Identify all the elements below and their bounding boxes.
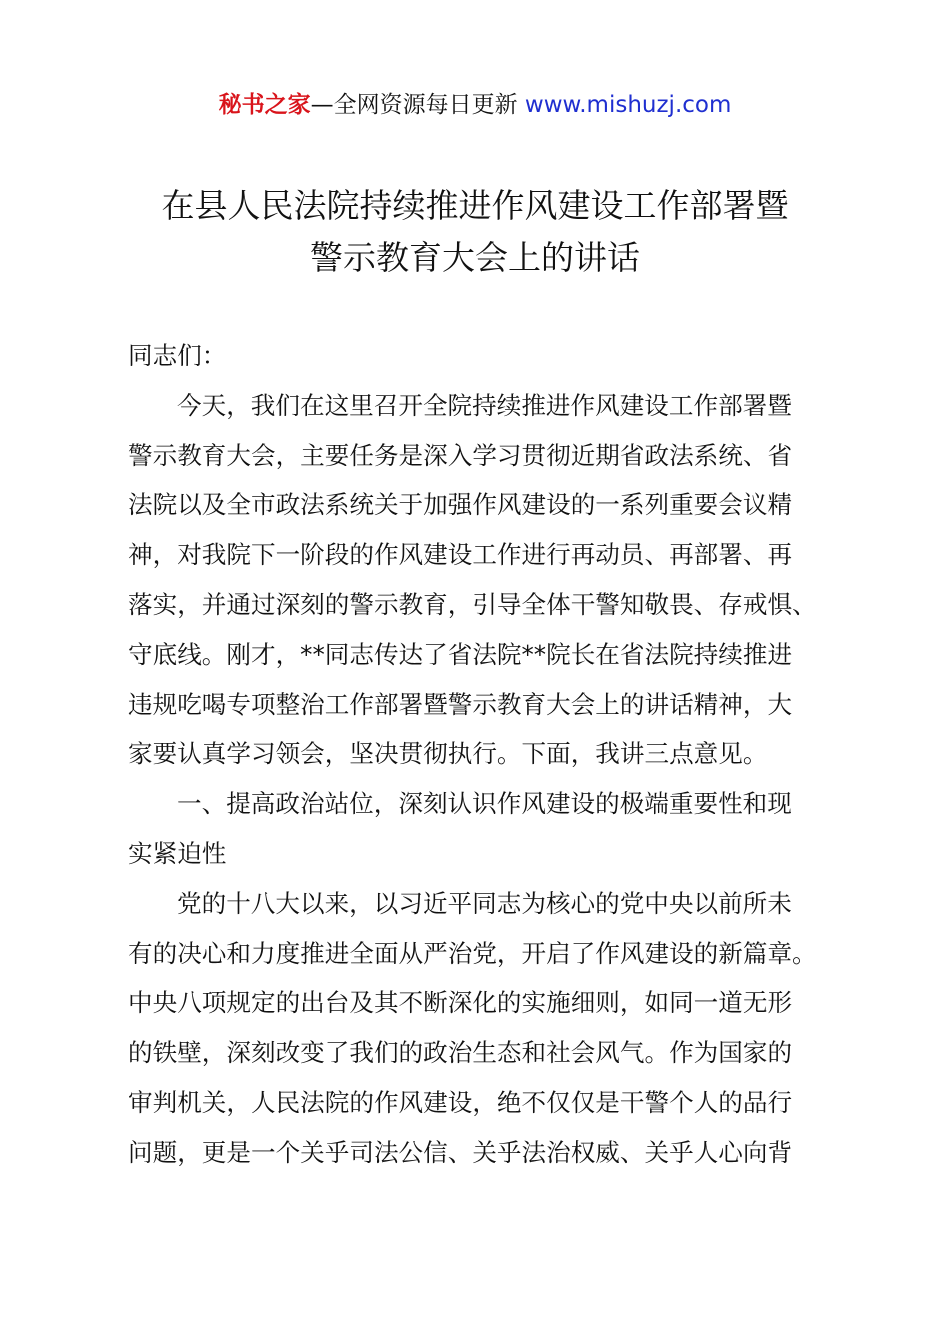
site-header <box>0 88 950 122</box>
body-line: 问题，更是一个关乎司法公信、关乎法治权威、关乎人心向背 <box>128 1137 793 1167</box>
body-line: 中央八项规定的出台及其不断深化的实施细则，如同一道无形 <box>128 988 793 1018</box>
body-line: 党的十八大以来，以习近平同志为核心的党中央以前所未 <box>177 888 792 918</box>
brand-name: 秘书之家 <box>218 92 311 118</box>
body-line: 违规吃喝专项整治工作部署暨警示教育大会上的讲话精神，大 <box>128 689 793 719</box>
title-line-2: 警示教育大会上的讲话 <box>310 238 640 277</box>
document-body <box>128 331 838 1178</box>
body-line: 法院以及全市政法系统关于加强作风建设的一系列重要会议精 <box>128 490 793 520</box>
section-heading-line: 一、提高政治站位，深刻认识作风建设的极端重要性和现 <box>177 789 792 819</box>
salutation: 同志们： <box>128 341 227 370</box>
body-line: 守底线。刚才，**同志传达了省法院**院长在省法院持续推进 <box>128 639 793 669</box>
section-heading-line: 实紧迫性 <box>128 838 227 868</box>
header-tagline: —全网资源每日更新 <box>310 92 518 118</box>
body-line: 今天，我们在这里召开全院持续推进作风建设工作部署暨 <box>177 390 792 420</box>
body-line: 的铁壁，深刻改变了我们的政治生态和社会风气。作为国家的 <box>128 1038 793 1068</box>
body-line: 神，对我院下一阶段的作风建设工作进行再动员、再部署、再 <box>128 540 793 570</box>
site-link[interactable]: www.mishuzj.com <box>524 92 732 118</box>
body-line: 落实，并通过深刻的警示教育，引导全体干警知敬畏、存戒惧、 <box>128 589 817 619</box>
body-line: 警示教育大会，主要任务是深入学习贯彻近期省政法系统、省 <box>128 440 793 470</box>
title-line-1: 在县人民法院持续推进作风建设工作部署暨 <box>161 186 789 225</box>
body-line: 家要认真学习领会，坚决贯彻执行。下面，我讲三点意见。 <box>128 739 768 769</box>
body-line: 有的决心和力度推进全面从严治党，开启了作风建设的新篇章。 <box>128 938 817 968</box>
body-line: 审判机关，人民法院的作风建设，绝不仅仅是干警个人的品行 <box>128 1087 793 1117</box>
document-title <box>0 180 950 284</box>
